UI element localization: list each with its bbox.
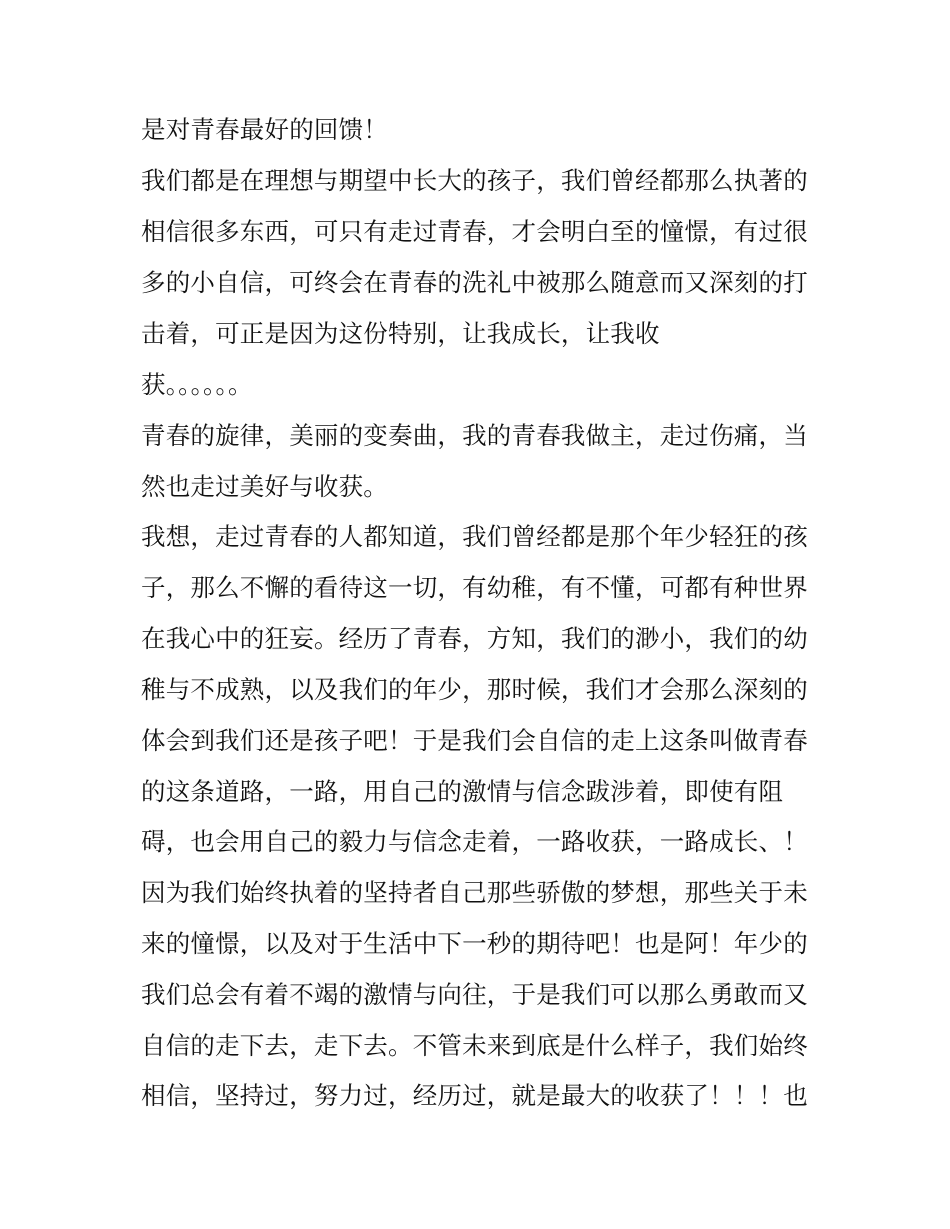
text-line: 获。。。。。。 <box>141 370 253 399</box>
text-line: 相信很多东西，可只有走过青春，才会明白至的憧憬，有过很 <box>141 217 808 246</box>
text-line: 青春的旋律，美丽的变奏曲，我的青春我做主，走过伤痛，当 <box>141 421 808 450</box>
text-line: 稚与不成熟，以及我们的年少，那时候，我们才会那么深刻的 <box>141 675 808 704</box>
text-line: 体会到我们还是孩子吧！于是我们会自信的走上这条叫做青春 <box>141 726 808 755</box>
text-line: 自信的走下去，走下去。不管未来到底是什么样子，我们始终 <box>141 1031 808 1060</box>
text-line: 我们都是在理想与期望中长大的孩子，我们曾经都那么执著的 <box>141 166 808 195</box>
text-line: 碍，也会用自己的毅力与信念走着，一路收获，一路成长、！ <box>141 827 808 856</box>
text-line: 是对青春最好的回馈！ <box>141 115 388 144</box>
text-line: 相信，坚持过，努力过，经历过，就是最大的收获了！！！也 <box>141 1081 808 1110</box>
text-line: 击着，可正是因为这份特别，让我成长，让我收 <box>141 319 660 348</box>
text-line: 然也走过美好与收获。 <box>141 472 388 501</box>
text-line: 的这条道路，一路，用自己的激情与信念跋涉着，即使有阻 <box>141 777 784 806</box>
text-line: 我们总会有着不竭的激情与向往，于是我们可以那么勇敢而又 <box>141 980 808 1009</box>
text-line: 来的憧憬，以及对于生活中下一秒的期待吧！也是阿！年少的 <box>141 929 808 958</box>
text-line: 多的小自信，可终会在青春的洗礼中被那么随意而又深刻的打 <box>141 268 808 297</box>
text-line: 我想，走过青春的人都知道，我们曾经都是那个年少轻狂的孩 <box>141 522 808 551</box>
text-line: 在我心中的狂妄。经历了青春，方知，我们的渺小，我们的幼 <box>141 624 808 653</box>
text-line: 子，那么不懈的看待这一切，有幼稚，有不懂，可都有种世界 <box>141 573 808 602</box>
text-line: 因为我们始终执着的坚持者自己那些骄傲的梦想，那些关于未 <box>141 878 808 907</box>
